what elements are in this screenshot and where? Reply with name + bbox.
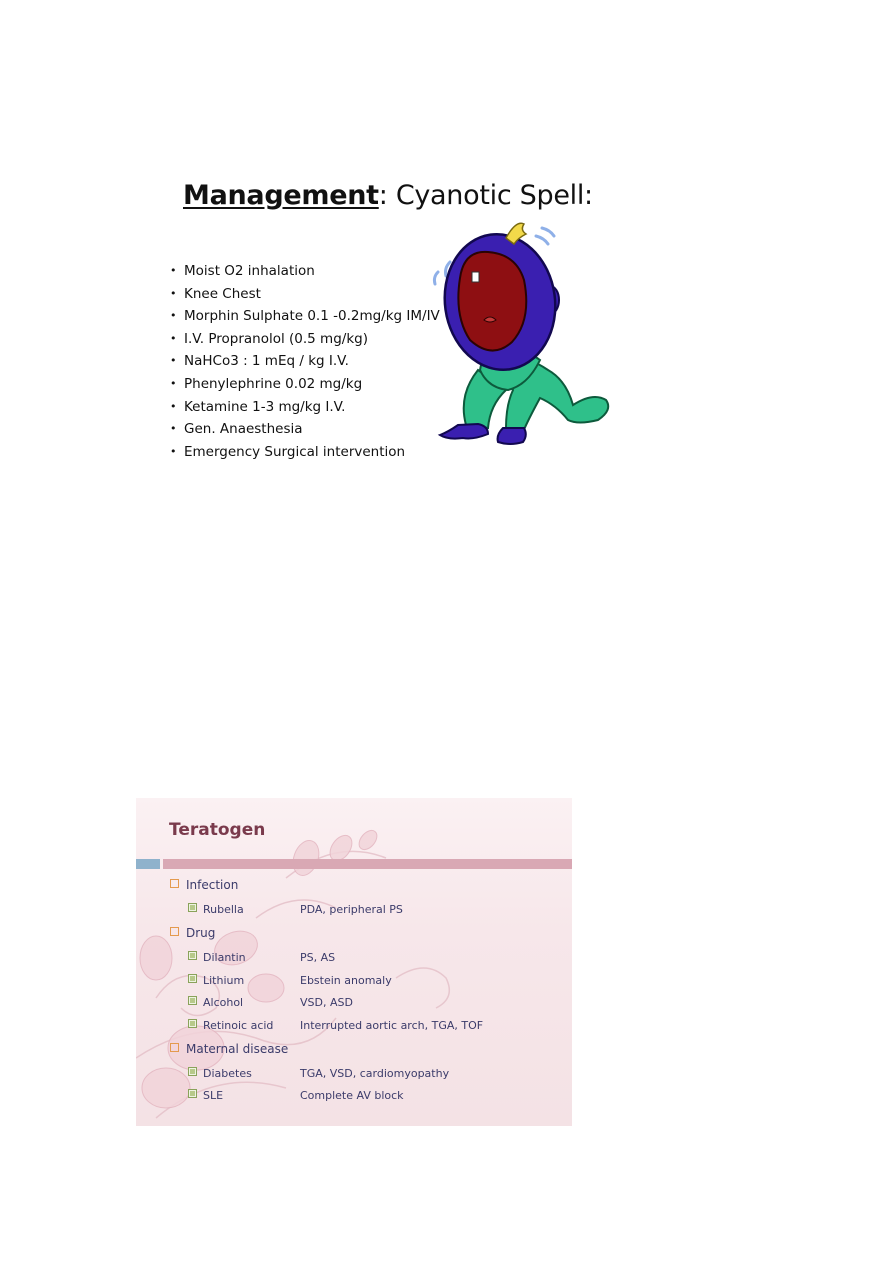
square-bullet-icon [188,951,197,960]
list-item [188,951,246,964]
list-item [170,418,440,441]
list-item [170,260,440,283]
category-label: Infection [186,878,239,892]
category-infection [170,878,238,892]
square-bullet-icon [188,1019,197,1028]
effect-text: PS, AS [300,951,336,964]
list-item [170,305,440,328]
list-item-text: I.V. Propranolol (0.5 mg/kg) [184,330,368,347]
title-emphasis: Management [183,180,379,211]
square-bullet-icon [170,879,179,888]
list-item [170,283,440,306]
effect-text: TGA, VSD, cardiomyopathy [300,1067,450,1080]
category-label: Maternal disease [186,1042,289,1056]
square-bullet-icon [188,996,197,1005]
list-item [170,441,440,464]
teratogen-slide [136,798,572,1126]
list-item [188,996,243,1009]
list-item [188,1089,223,1102]
list-item [188,1019,273,1032]
agent-label: Diabetes [203,1067,252,1080]
agent-label: Lithium [203,974,245,987]
title-rest: : Cyanotic Spell: [378,180,593,211]
bullet-icon: • [170,264,177,277]
list-item-text: Phenylephrine 0.02 mg/kg [184,375,363,392]
bullet-icon: • [170,444,177,458]
bullet-icon: • [170,309,177,323]
bullet-icon: • [170,354,177,368]
list-item-text: Gen. Anaesthesia [184,421,303,438]
list-item [188,974,244,987]
effect-text: Complete AV block [300,1089,404,1102]
agent-label: Rubella [203,903,244,916]
agent-label: Retinoic acid [203,1019,274,1032]
bullet-icon: • [170,422,177,436]
list-item [188,903,244,916]
bullet-icon: • [170,399,177,413]
square-bullet-icon [188,903,197,912]
list-item-text: Ketamine 1-3 mg/kg I.V. [184,398,346,415]
slide-title [183,180,593,211]
effect-text: VSD, ASD [300,996,353,1009]
square-bullet-icon [188,974,197,983]
square-bullet-icon [188,1067,197,1076]
category-maternal-disease [170,1042,288,1056]
list-item-text: Knee Chest [184,285,261,302]
category-label: Drug [186,926,216,940]
list-item [170,396,440,419]
agent-label: Dilantin [203,951,246,964]
list-item [170,350,440,373]
square-bullet-icon [188,1089,197,1098]
crying-cyanotic-baby-icon [428,220,613,455]
bullet-icon: • [170,331,177,345]
effect-text: Ebstein anomaly [300,974,392,987]
agent-label: SLE [203,1089,224,1102]
slide-title: Teratogen [169,820,266,840]
list-item-text: Emergency Surgical intervention [184,443,406,460]
list-item-text: Morphin Sulphate 0.1 -0.2mg/kg IM/IV [184,308,440,325]
category-drug [170,926,215,940]
list-item-text: NaHCo3 : 1 mEq / kg I.V. [184,353,349,370]
effect-text: Interrupted aortic arch, TGA, TOF [300,1019,484,1032]
management-slide [150,170,630,470]
bullet-icon: • [170,286,177,300]
bullet-icon: • [170,376,177,390]
agent-label: Alcohol [203,996,244,1009]
list-item [170,373,440,396]
title-bar [163,859,572,869]
title-bar-accent [136,859,160,869]
list-item [170,328,440,351]
square-bullet-icon [170,927,179,936]
square-bullet-icon [170,1043,179,1052]
effect-text: PDA, peripheral PS [300,903,403,916]
management-list [170,260,440,463]
list-item [188,1067,252,1080]
list-item-text: Moist O2 inhalation [184,263,315,279]
